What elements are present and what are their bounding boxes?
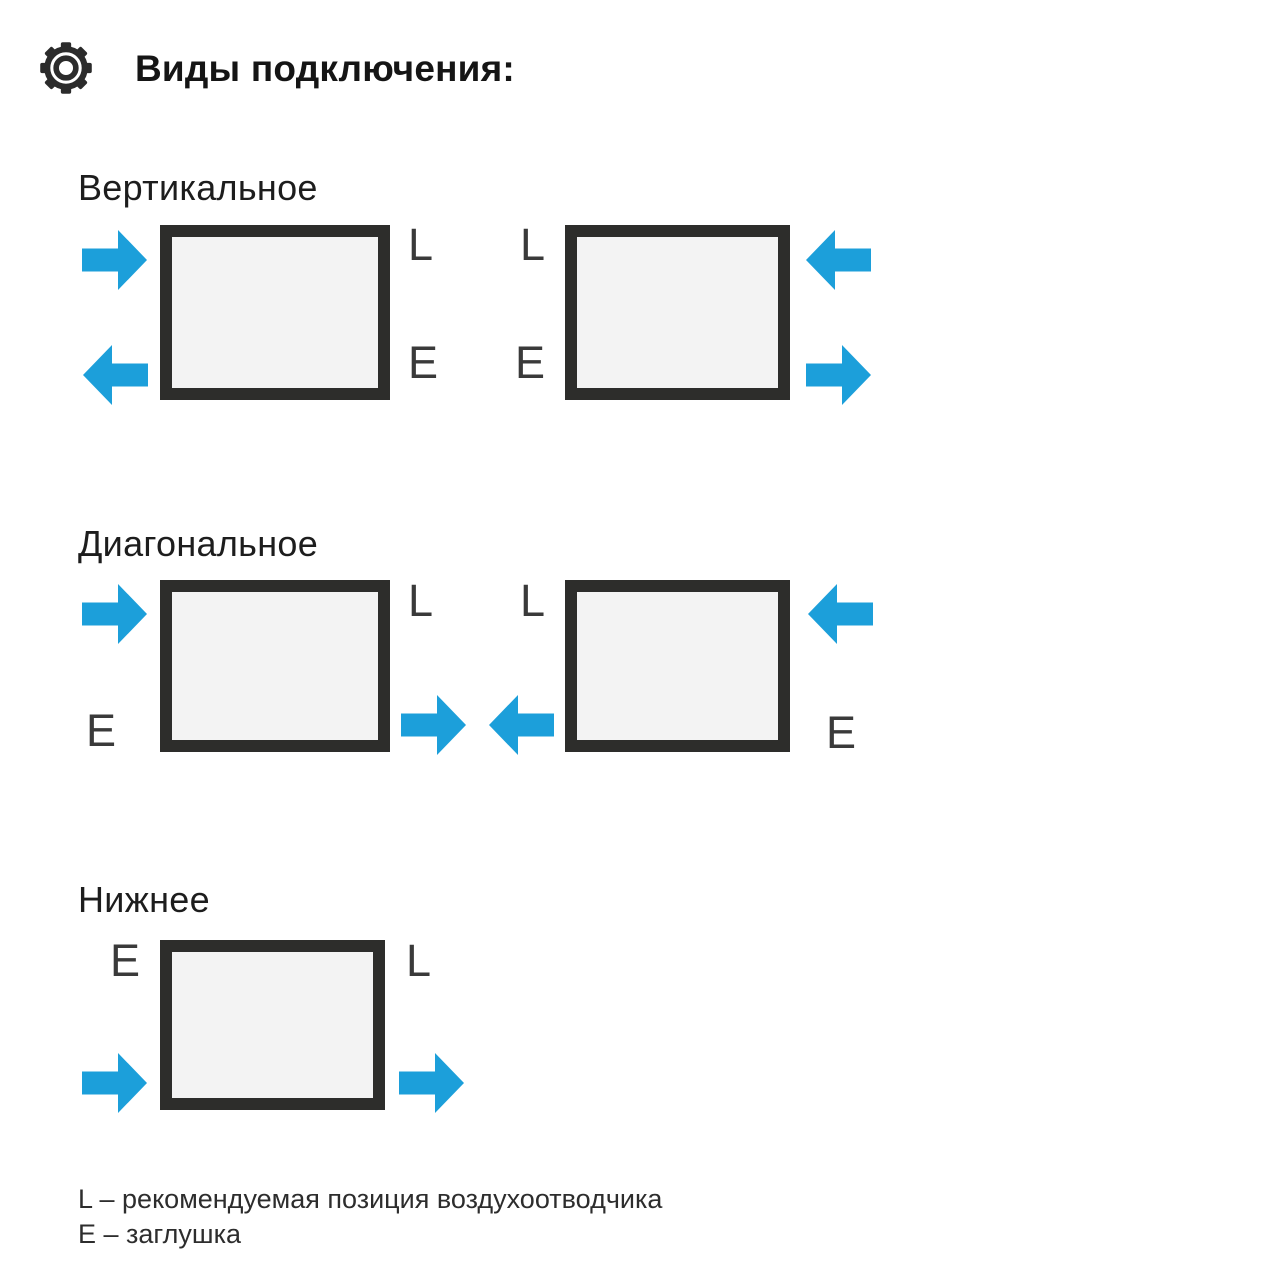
flow-arrow-left-icon: [808, 584, 873, 644]
flow-arrow-right-icon: [82, 1053, 147, 1113]
port-label-E: E: [826, 707, 857, 758]
port-label-L: L: [519, 575, 545, 626]
flow-arrow-right-icon: [806, 345, 871, 405]
flow-arrow-right-icon: [82, 230, 147, 290]
port-label-E: E: [514, 337, 545, 388]
radiator-body: [565, 225, 790, 400]
radiator-body: [160, 225, 390, 400]
flow-arrow-left-icon: [83, 345, 148, 405]
flow-arrow-right-icon: [401, 695, 466, 755]
flow-arrow-right-icon: [82, 584, 147, 644]
section-title-bottom: Нижнее: [78, 879, 210, 920]
port-label-L: L: [406, 935, 432, 986]
section-title-diagonal: Диагональное: [78, 523, 319, 564]
port-label-L: L: [519, 219, 545, 270]
port-label-L: L: [408, 575, 434, 626]
section-title-vertical: Вертикальное: [78, 167, 318, 208]
page-title: Виды подключения:: [135, 48, 515, 89]
flow-arrow-left-icon: [489, 695, 554, 755]
legend: [78, 1182, 662, 1252]
flow-arrow-right-icon: [399, 1053, 464, 1113]
radiator-body: [160, 940, 385, 1110]
flow-arrow-left-icon: [806, 230, 871, 290]
gear-icon: [36, 38, 96, 98]
legend-line-L: L – рекомендуемая позиция воздухоотводчика: [78, 1184, 663, 1214]
port-label-E: E: [408, 337, 439, 388]
port-label-L: L: [408, 219, 434, 270]
radiator-body: [565, 580, 790, 752]
legend-line-E: E – заглушка: [78, 1219, 242, 1249]
port-label-E: E: [110, 935, 141, 986]
port-label-E: E: [86, 705, 117, 756]
radiator-body: [160, 580, 390, 752]
